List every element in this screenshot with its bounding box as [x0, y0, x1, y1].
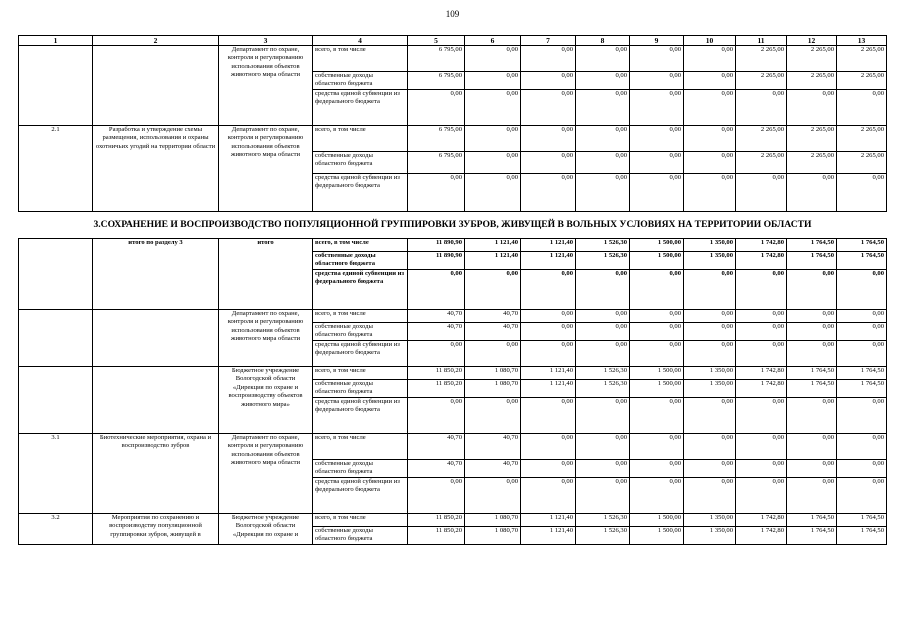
amount-cell: 0,00 [736, 90, 787, 126]
amount-cell: 1 742,80 [736, 239, 787, 252]
row-number [19, 310, 93, 367]
amount-cell: 1 500,00 [630, 380, 684, 398]
amount-cell: 1 080,70 [465, 514, 521, 527]
amount-cell: 40,70 [408, 460, 465, 478]
amount-cell: 0,00 [736, 270, 787, 310]
amount-cell: 1 742,80 [736, 380, 787, 398]
table-row [19, 367, 887, 380]
amount-cell: 0,00 [521, 152, 576, 174]
amount-cell: 0,00 [787, 398, 837, 434]
amount-cell: 0,00 [465, 126, 521, 152]
amount-cell: 0,00 [684, 323, 736, 341]
amount-cell: 11 850,20 [408, 514, 465, 527]
amount-cell: 2 265,00 [736, 152, 787, 174]
amount-cell: 40,70 [465, 310, 521, 323]
amount-cell: 0,00 [837, 90, 887, 126]
amount-cell: 0,00 [736, 434, 787, 460]
amount-cell: 1 121,40 [465, 239, 521, 252]
amount-cell: 0,00 [736, 310, 787, 323]
amount-cell: 40,70 [465, 460, 521, 478]
amount-cell: 1 526,30 [576, 239, 630, 252]
amount-cell: 1 121,40 [521, 239, 576, 252]
amount-cell: 11 850,20 [408, 380, 465, 398]
amount-cell: 0,00 [837, 460, 887, 478]
row-number [19, 239, 93, 310]
amount-cell: 1 764,50 [787, 514, 837, 527]
amount-cell: 0,00 [408, 90, 465, 126]
column-number-6: 6 [465, 36, 521, 46]
amount-cell: 2 265,00 [787, 46, 837, 72]
amount-cell: 0,00 [837, 270, 887, 310]
table-row [19, 310, 887, 323]
row-number: 3.1 [19, 434, 93, 514]
amount-cell: 1 121,40 [521, 252, 576, 270]
amount-cell: 0,00 [576, 152, 630, 174]
amount-cell: 1 500,00 [630, 367, 684, 380]
amount-cell: 2 265,00 [837, 72, 887, 90]
funding-source: всего, в том числе [313, 514, 408, 527]
amount-cell: 0,00 [465, 478, 521, 514]
amount-cell: 0,00 [576, 270, 630, 310]
column-number-11: 11 [736, 36, 787, 46]
amount-cell: 0,00 [630, 478, 684, 514]
amount-cell: 0,00 [684, 398, 736, 434]
budget-table [18, 35, 887, 545]
amount-cell: 0,00 [630, 310, 684, 323]
amount-cell: 0,00 [521, 434, 576, 460]
amount-cell: 0,00 [684, 174, 736, 212]
column-number-9: 9 [630, 36, 684, 46]
amount-cell: 0,00 [576, 72, 630, 90]
measure-name: Мероприятия по сохранению и воспроизводству популяционной группировки зубров, живущей в [93, 514, 219, 545]
amount-cell: 6 795,00 [408, 126, 465, 152]
amount-cell: 0,00 [576, 310, 630, 323]
amount-cell: 11 890,90 [408, 252, 465, 270]
amount-cell: 0,00 [465, 152, 521, 174]
column-number-10: 10 [684, 36, 736, 46]
funding-source: собственные доходы областного бюджета [313, 152, 408, 174]
amount-cell: 0,00 [837, 398, 887, 434]
amount-cell: 1 742,80 [736, 514, 787, 527]
amount-cell: 0,00 [684, 72, 736, 90]
funding-source: всего, в том числе [313, 46, 408, 72]
amount-cell: 0,00 [684, 46, 736, 72]
funding-source: всего, в том числе [313, 126, 408, 152]
amount-cell: 0,00 [521, 478, 576, 514]
amount-cell: 0,00 [630, 460, 684, 478]
amount-cell: 0,00 [684, 270, 736, 310]
amount-cell: 11 890,90 [408, 239, 465, 252]
amount-cell: 0,00 [837, 341, 887, 367]
funding-source: всего, в том числе [313, 367, 408, 380]
amount-cell: 0,00 [684, 341, 736, 367]
amount-cell: 0,00 [736, 174, 787, 212]
amount-cell: 1 350,00 [684, 527, 736, 545]
amount-cell: 1 742,80 [736, 527, 787, 545]
row-number: 3.2 [19, 514, 93, 545]
amount-cell: 40,70 [408, 434, 465, 460]
funding-source: средства единой субвенции из федерального бюджета [313, 398, 408, 434]
amount-cell: 0,00 [521, 126, 576, 152]
funding-source: средства единой субвенции из федерального бюджета [313, 270, 408, 310]
amount-cell: 0,00 [576, 46, 630, 72]
funding-source: собственные доходы областного бюджета [313, 252, 408, 270]
amount-cell: 0,00 [465, 46, 521, 72]
executor-name: Бюджетное учреждение Вологодской области «Дирекция по охране и воспроизводству объектов животного мира» [219, 367, 313, 434]
amount-cell: 1 080,70 [465, 380, 521, 398]
amount-cell: 0,00 [787, 174, 837, 212]
amount-cell: 0,00 [576, 434, 630, 460]
amount-cell: 0,00 [787, 90, 837, 126]
amount-cell: 0,00 [465, 341, 521, 367]
amount-cell: 2 265,00 [736, 46, 787, 72]
amount-cell: 0,00 [630, 270, 684, 310]
amount-cell: 6 795,00 [408, 72, 465, 90]
amount-cell: 2 265,00 [787, 72, 837, 90]
column-number-3: 3 [219, 36, 313, 46]
amount-cell: 1 764,50 [837, 367, 887, 380]
amount-cell: 0,00 [576, 398, 630, 434]
amount-cell: 0,00 [787, 323, 837, 341]
amount-cell: 0,00 [630, 434, 684, 460]
column-number-4: 4 [313, 36, 408, 46]
measure-name [93, 367, 219, 434]
amount-cell: 1 350,00 [684, 367, 736, 380]
measure-name: итого по разделу 3 [93, 239, 219, 310]
amount-cell: 0,00 [576, 174, 630, 212]
amount-cell: 1 526,30 [576, 527, 630, 545]
amount-cell: 0,00 [684, 460, 736, 478]
amount-cell: 1 500,00 [630, 514, 684, 527]
amount-cell: 0,00 [630, 72, 684, 90]
executor-name: Департамент по охране, контроля и регулированию использования объектов животного мира области [219, 46, 313, 126]
funding-source: средства единой субвенции из федерального бюджета [313, 478, 408, 514]
table-row [19, 239, 887, 252]
amount-cell: 0,00 [408, 398, 465, 434]
measure-name [93, 46, 219, 126]
amount-cell: 0,00 [837, 478, 887, 514]
executor-name: Департамент по охране, контроля и регулированию использования объектов животного мира области [219, 126, 313, 212]
amount-cell: 0,00 [684, 152, 736, 174]
amount-cell: 0,00 [684, 310, 736, 323]
amount-cell: 6 795,00 [408, 46, 465, 72]
amount-cell: 1 764,50 [787, 527, 837, 545]
amount-cell: 0,00 [630, 90, 684, 126]
amount-cell: 0,00 [521, 46, 576, 72]
amount-cell: 0,00 [787, 460, 837, 478]
amount-cell: 1 350,00 [684, 380, 736, 398]
amount-cell: 1 764,50 [837, 252, 887, 270]
amount-cell: 0,00 [787, 270, 837, 310]
amount-cell: 1 764,50 [837, 527, 887, 545]
amount-cell: 1 500,00 [630, 239, 684, 252]
amount-cell: 0,00 [576, 323, 630, 341]
amount-cell: 1 764,50 [837, 514, 887, 527]
row-number: 2.1 [19, 126, 93, 212]
amount-cell: 0,00 [408, 174, 465, 212]
amount-cell: 1 121,40 [521, 514, 576, 527]
amount-cell: 0,00 [684, 434, 736, 460]
amount-cell: 0,00 [837, 310, 887, 323]
amount-cell: 6 795,00 [408, 152, 465, 174]
amount-cell: 0,00 [521, 270, 576, 310]
measure-name: Разработка и утверждение схемы размещения, использования и охраны охотничьих угодий на территории области [93, 126, 219, 212]
funding-source: собственные доходы областного бюджета [313, 72, 408, 90]
funding-source: собственные доходы областного бюджета [313, 527, 408, 545]
amount-cell: 0,00 [787, 341, 837, 367]
amount-cell: 0,00 [837, 174, 887, 212]
amount-cell: 1 526,30 [576, 367, 630, 380]
amount-cell: 0,00 [465, 90, 521, 126]
funding-source: средства единой субвенции из федерального бюджета [313, 341, 408, 367]
amount-cell: 1 742,80 [736, 252, 787, 270]
column-number-2: 2 [93, 36, 219, 46]
section-title: 3.СОХРАНЕНИЕ И ВОСПРОИЗВОДСТВО ПОПУЛЯЦИОННОЙ ГРУППИРОВКИ ЗУБРОВ, ЖИВУЩЕЙ В ВОЛЬНЫХ УСЛОВИЯХ НА ТЕРРИТОРИИ ОБЛАСТИ [19, 212, 887, 239]
amount-cell: 1 526,30 [576, 514, 630, 527]
amount-cell: 40,70 [465, 323, 521, 341]
column-number-1: 1 [19, 36, 93, 46]
funding-source: собственные доходы областного бюджета [313, 323, 408, 341]
amount-cell: 0,00 [521, 90, 576, 126]
amount-cell: 0,00 [630, 174, 684, 212]
amount-cell: 0,00 [576, 460, 630, 478]
amount-cell: 2 265,00 [736, 126, 787, 152]
amount-cell: 1 764,50 [837, 380, 887, 398]
amount-cell: 1 526,30 [576, 380, 630, 398]
measure-name [93, 310, 219, 367]
funding-source: собственные доходы областного бюджета [313, 460, 408, 478]
executor-name: итого [219, 239, 313, 310]
table-row [19, 46, 887, 72]
table-row [19, 514, 887, 527]
amount-cell: 0,00 [408, 270, 465, 310]
amount-cell: 0,00 [787, 478, 837, 514]
amount-cell: 1 500,00 [630, 527, 684, 545]
funding-source: собственные доходы областного бюджета [313, 380, 408, 398]
amount-cell: 2 265,00 [837, 126, 887, 152]
amount-cell: 0,00 [684, 126, 736, 152]
amount-cell: 1 764,50 [837, 239, 887, 252]
amount-cell: 0,00 [736, 323, 787, 341]
column-number-12: 12 [787, 36, 837, 46]
section-row [19, 212, 887, 239]
amount-cell: 40,70 [408, 323, 465, 341]
amount-cell: 0,00 [465, 174, 521, 212]
amount-cell: 1 764,50 [787, 367, 837, 380]
amount-cell: 0,00 [684, 90, 736, 126]
amount-cell: 0,00 [736, 398, 787, 434]
amount-cell: 0,00 [736, 460, 787, 478]
measure-name: Биотехнические мероприятия, охрана и воспроизводство зубров [93, 434, 219, 514]
amount-cell: 0,00 [576, 126, 630, 152]
amount-cell: 2 265,00 [787, 152, 837, 174]
amount-cell: 0,00 [521, 460, 576, 478]
amount-cell: 1 742,80 [736, 367, 787, 380]
amount-cell: 1 350,00 [684, 239, 736, 252]
column-number-5: 5 [408, 36, 465, 46]
amount-cell: 11 850,20 [408, 527, 465, 545]
amount-cell: 1 764,50 [787, 252, 837, 270]
funding-source: средства единой субвенции из федерального бюджета [313, 174, 408, 212]
funding-source: всего, в том числе [313, 434, 408, 460]
amount-cell: 2 265,00 [837, 152, 887, 174]
column-number-8: 8 [576, 36, 630, 46]
funding-source: всего, в том числе [313, 239, 408, 252]
amount-cell: 0,00 [787, 434, 837, 460]
amount-cell: 1 526,30 [576, 252, 630, 270]
row-number [19, 46, 93, 126]
amount-cell: 0,00 [684, 478, 736, 514]
row-number [19, 367, 93, 434]
amount-cell: 40,70 [408, 310, 465, 323]
amount-cell: 0,00 [736, 341, 787, 367]
amount-cell: 0,00 [630, 126, 684, 152]
amount-cell: 0,00 [837, 434, 887, 460]
amount-cell: 0,00 [630, 152, 684, 174]
amount-cell: 0,00 [736, 478, 787, 514]
amount-cell: 1 121,40 [465, 252, 521, 270]
amount-cell: 0,00 [465, 270, 521, 310]
amount-cell: 1 764,50 [787, 380, 837, 398]
amount-cell: 1 350,00 [684, 514, 736, 527]
amount-cell: 0,00 [465, 398, 521, 434]
executor-name: Бюджетное учреждение Вологодской области «Дирекция по охране и [219, 514, 313, 545]
amount-cell: 0,00 [837, 323, 887, 341]
amount-cell: 1 121,40 [521, 380, 576, 398]
amount-cell: 0,00 [576, 478, 630, 514]
amount-cell: 1 080,70 [465, 527, 521, 545]
table-row [19, 126, 887, 152]
funding-source: средства единой субвенции из федерального бюджета [313, 90, 408, 126]
amount-cell: 1 080,70 [465, 367, 521, 380]
table-row [19, 434, 887, 460]
amount-cell: 2 265,00 [736, 72, 787, 90]
amount-cell: 0,00 [630, 341, 684, 367]
amount-cell: 0,00 [576, 90, 630, 126]
column-number-7: 7 [521, 36, 576, 46]
amount-cell: 2 265,00 [837, 46, 887, 72]
amount-cell: 0,00 [576, 341, 630, 367]
amount-cell: 2 265,00 [787, 126, 837, 152]
executor-name: Департамент по охране, контроля и регулированию использования объектов животного мира области [219, 434, 313, 514]
page-number: 109 [445, 9, 460, 19]
column-number-13: 13 [837, 36, 887, 46]
amount-cell: 0,00 [408, 341, 465, 367]
amount-cell: 0,00 [521, 398, 576, 434]
funding-source: всего, в том числе [313, 310, 408, 323]
amount-cell: 1 121,40 [521, 367, 576, 380]
executor-name: Департамент по охране, контроля и регулированию использования объектов животного мира области [219, 310, 313, 367]
amount-cell: 1 500,00 [630, 252, 684, 270]
amount-cell: 0,00 [521, 341, 576, 367]
amount-cell: 0,00 [630, 46, 684, 72]
amount-cell: 40,70 [465, 434, 521, 460]
amount-cell: 0,00 [630, 398, 684, 434]
amount-cell: 0,00 [408, 478, 465, 514]
column-number-row [19, 36, 887, 46]
amount-cell: 0,00 [521, 323, 576, 341]
amount-cell: 0,00 [521, 310, 576, 323]
amount-cell: 1 121,40 [521, 527, 576, 545]
amount-cell: 11 850,20 [408, 367, 465, 380]
table-body [19, 36, 887, 545]
amount-cell: 0,00 [465, 72, 521, 90]
amount-cell: 0,00 [630, 323, 684, 341]
amount-cell: 0,00 [787, 310, 837, 323]
amount-cell: 1 350,00 [684, 252, 736, 270]
amount-cell: 0,00 [521, 72, 576, 90]
amount-cell: 0,00 [521, 174, 576, 212]
amount-cell: 1 764,50 [787, 239, 837, 252]
